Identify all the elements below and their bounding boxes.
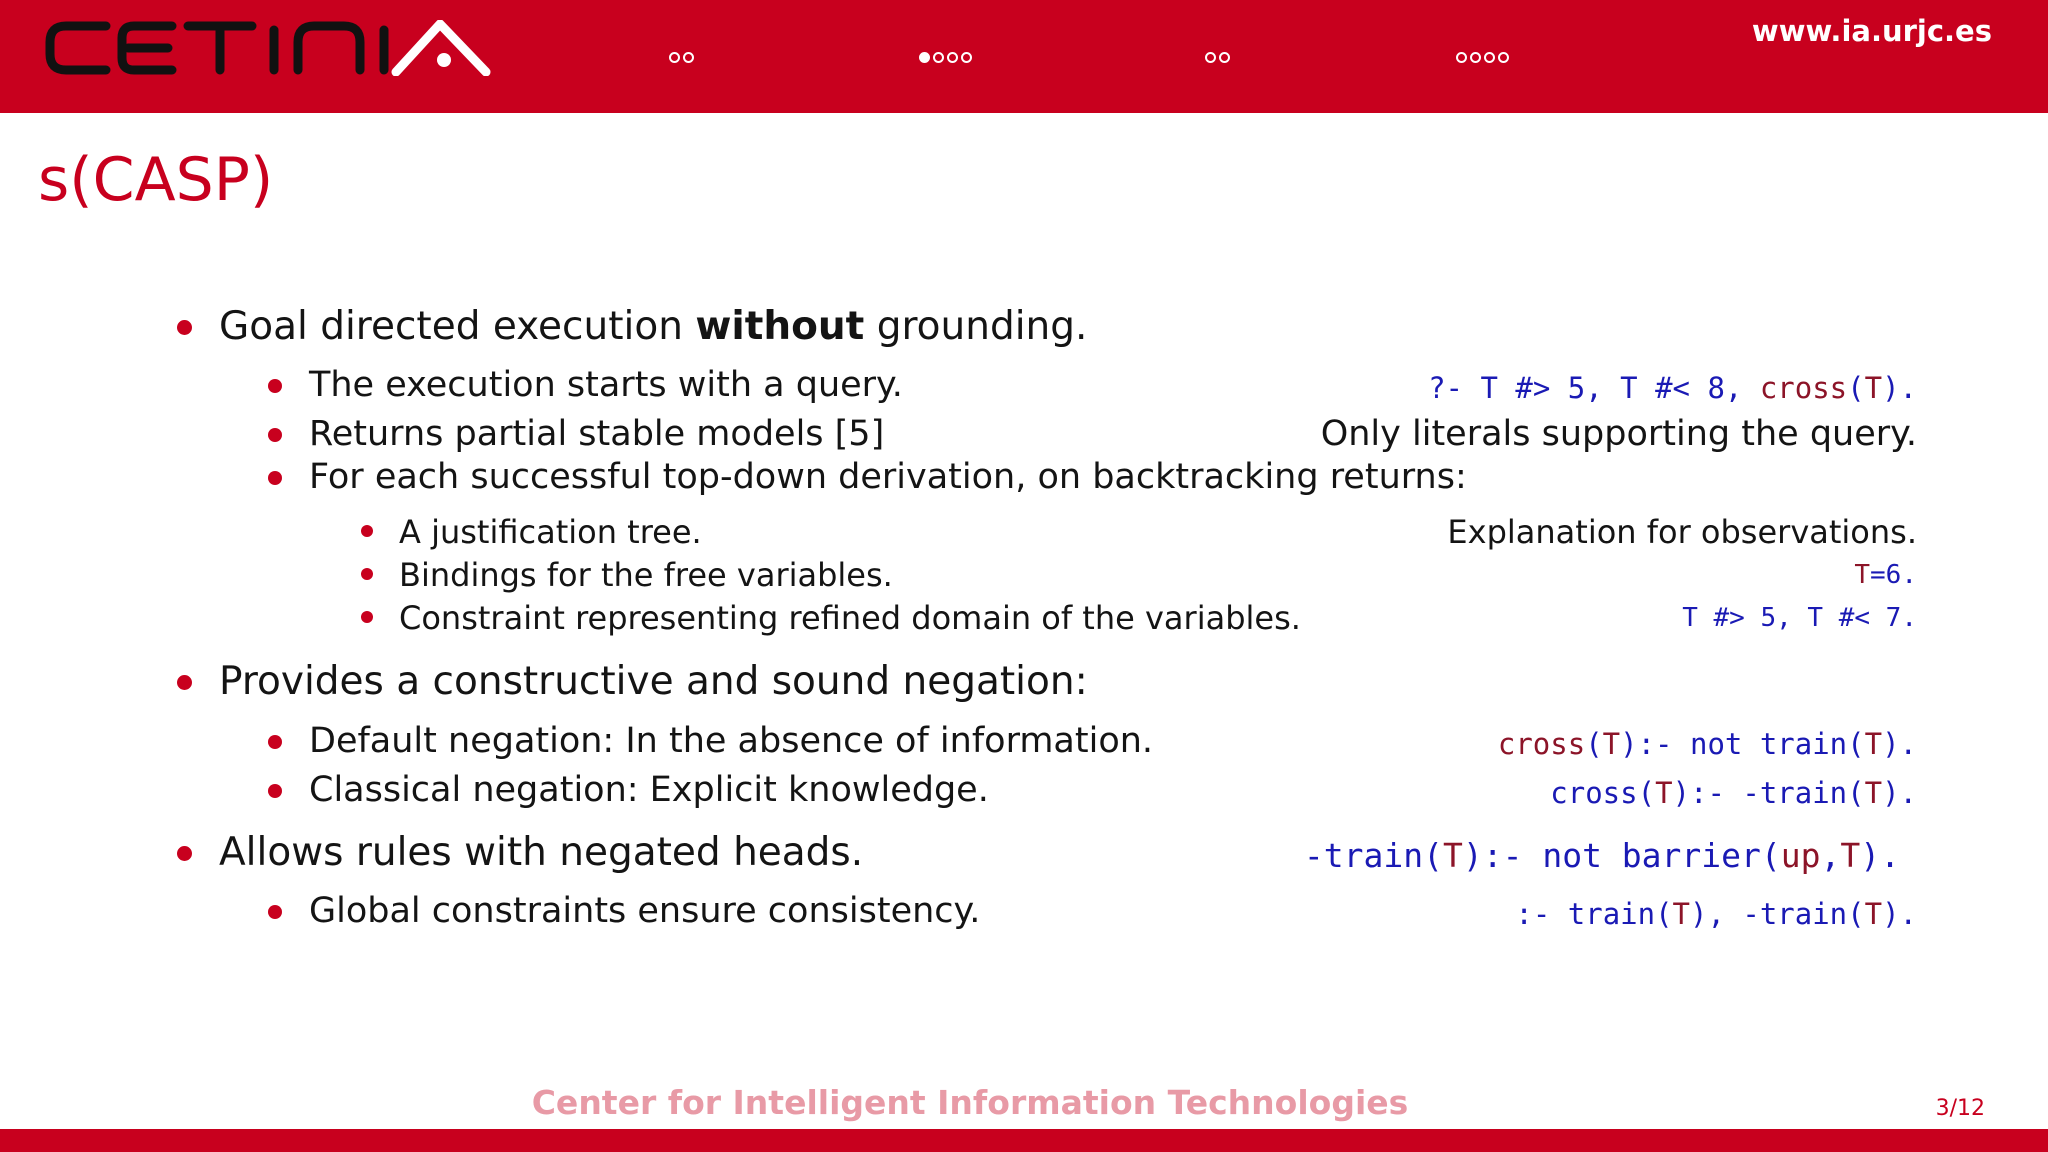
bullet xyxy=(361,568,373,580)
nav-section-4[interactable] xyxy=(1456,47,1509,67)
item-text: The execution starts with a query. xyxy=(309,365,903,405)
bullet xyxy=(268,905,282,919)
page-number: 3/12 xyxy=(1935,1096,1985,1121)
footer-center-text: Center for Intelligent Information Technologies xyxy=(531,1083,1409,1122)
nav-dot[interactable] xyxy=(683,52,694,63)
item-text: Provides a constructive and sound negation: xyxy=(219,659,1088,704)
justification-note: Explanation for observations. xyxy=(1447,513,1917,551)
item-text: Default negation: In the absence of information. xyxy=(309,721,1154,761)
nav-dot[interactable] xyxy=(1498,52,1509,63)
item-text: Constraint representing refined domain of the variables. xyxy=(399,599,1301,637)
item-text: Bindings for the free variables. xyxy=(399,556,893,594)
item-text: Classical negation: Explicit knowledge. xyxy=(309,770,989,810)
bullet xyxy=(177,320,192,335)
bullet xyxy=(268,735,282,749)
cetinia-logo xyxy=(44,20,544,76)
bullet xyxy=(177,675,192,690)
query-code: ?- T #> 5, T #< 8, cross(T). xyxy=(1428,371,1917,405)
item-text: Allows rules with negated heads. xyxy=(219,830,864,875)
nav-dot[interactable] xyxy=(1205,52,1216,63)
nav-section-2[interactable] xyxy=(919,47,972,67)
item-text: For each successful top-down derivation, on backtracking returns: xyxy=(309,457,1467,497)
nav-section-1[interactable] xyxy=(669,47,694,67)
partial-note: Only literals supporting the query. xyxy=(1320,414,1917,454)
footer-bar xyxy=(0,1129,2048,1152)
default-negation-code: cross(T):- not train(T). xyxy=(1497,727,1917,761)
negated-heads-code: -train(T):- not barrier(up,T). xyxy=(1303,836,1900,875)
nav-dot[interactable] xyxy=(1470,52,1481,63)
nav-dot[interactable] xyxy=(947,52,958,63)
nav-dot[interactable] xyxy=(1456,52,1467,63)
slide-title: s(CASP) xyxy=(38,145,274,215)
nav-dot[interactable] xyxy=(669,52,680,63)
nav-dot[interactable] xyxy=(933,52,944,63)
bullet xyxy=(361,525,373,537)
header-bar xyxy=(0,0,2048,113)
site-url[interactable]: www.ia.urjc.es xyxy=(1751,14,1992,48)
classical-negation-code: cross(T):- -train(T). xyxy=(1550,776,1917,810)
nav-dot[interactable] xyxy=(1484,52,1495,63)
bullet xyxy=(268,784,282,798)
nav-section-3[interactable] xyxy=(1205,47,1230,67)
constraint-code: T #> 5, T #< 7. xyxy=(1682,603,1917,633)
bindings-code: T=6. xyxy=(1854,560,1917,590)
global-constraint-code: :- train(T), -train(T). xyxy=(1515,897,1917,931)
item-text: Returns partial stable models [5] xyxy=(309,414,885,454)
nav-dot[interactable] xyxy=(919,52,930,63)
bullet xyxy=(268,471,282,485)
item-text: Goal directed execution without grounding. xyxy=(219,304,1088,349)
item-text: A justification tree. xyxy=(399,513,702,551)
bullet xyxy=(361,611,373,623)
bullet xyxy=(268,379,282,393)
bullet xyxy=(268,428,282,442)
nav-dot[interactable] xyxy=(961,52,972,63)
item-text: Global constraints ensure consistency. xyxy=(309,891,981,931)
nav-dot[interactable] xyxy=(1219,52,1230,63)
bullet xyxy=(177,846,192,861)
